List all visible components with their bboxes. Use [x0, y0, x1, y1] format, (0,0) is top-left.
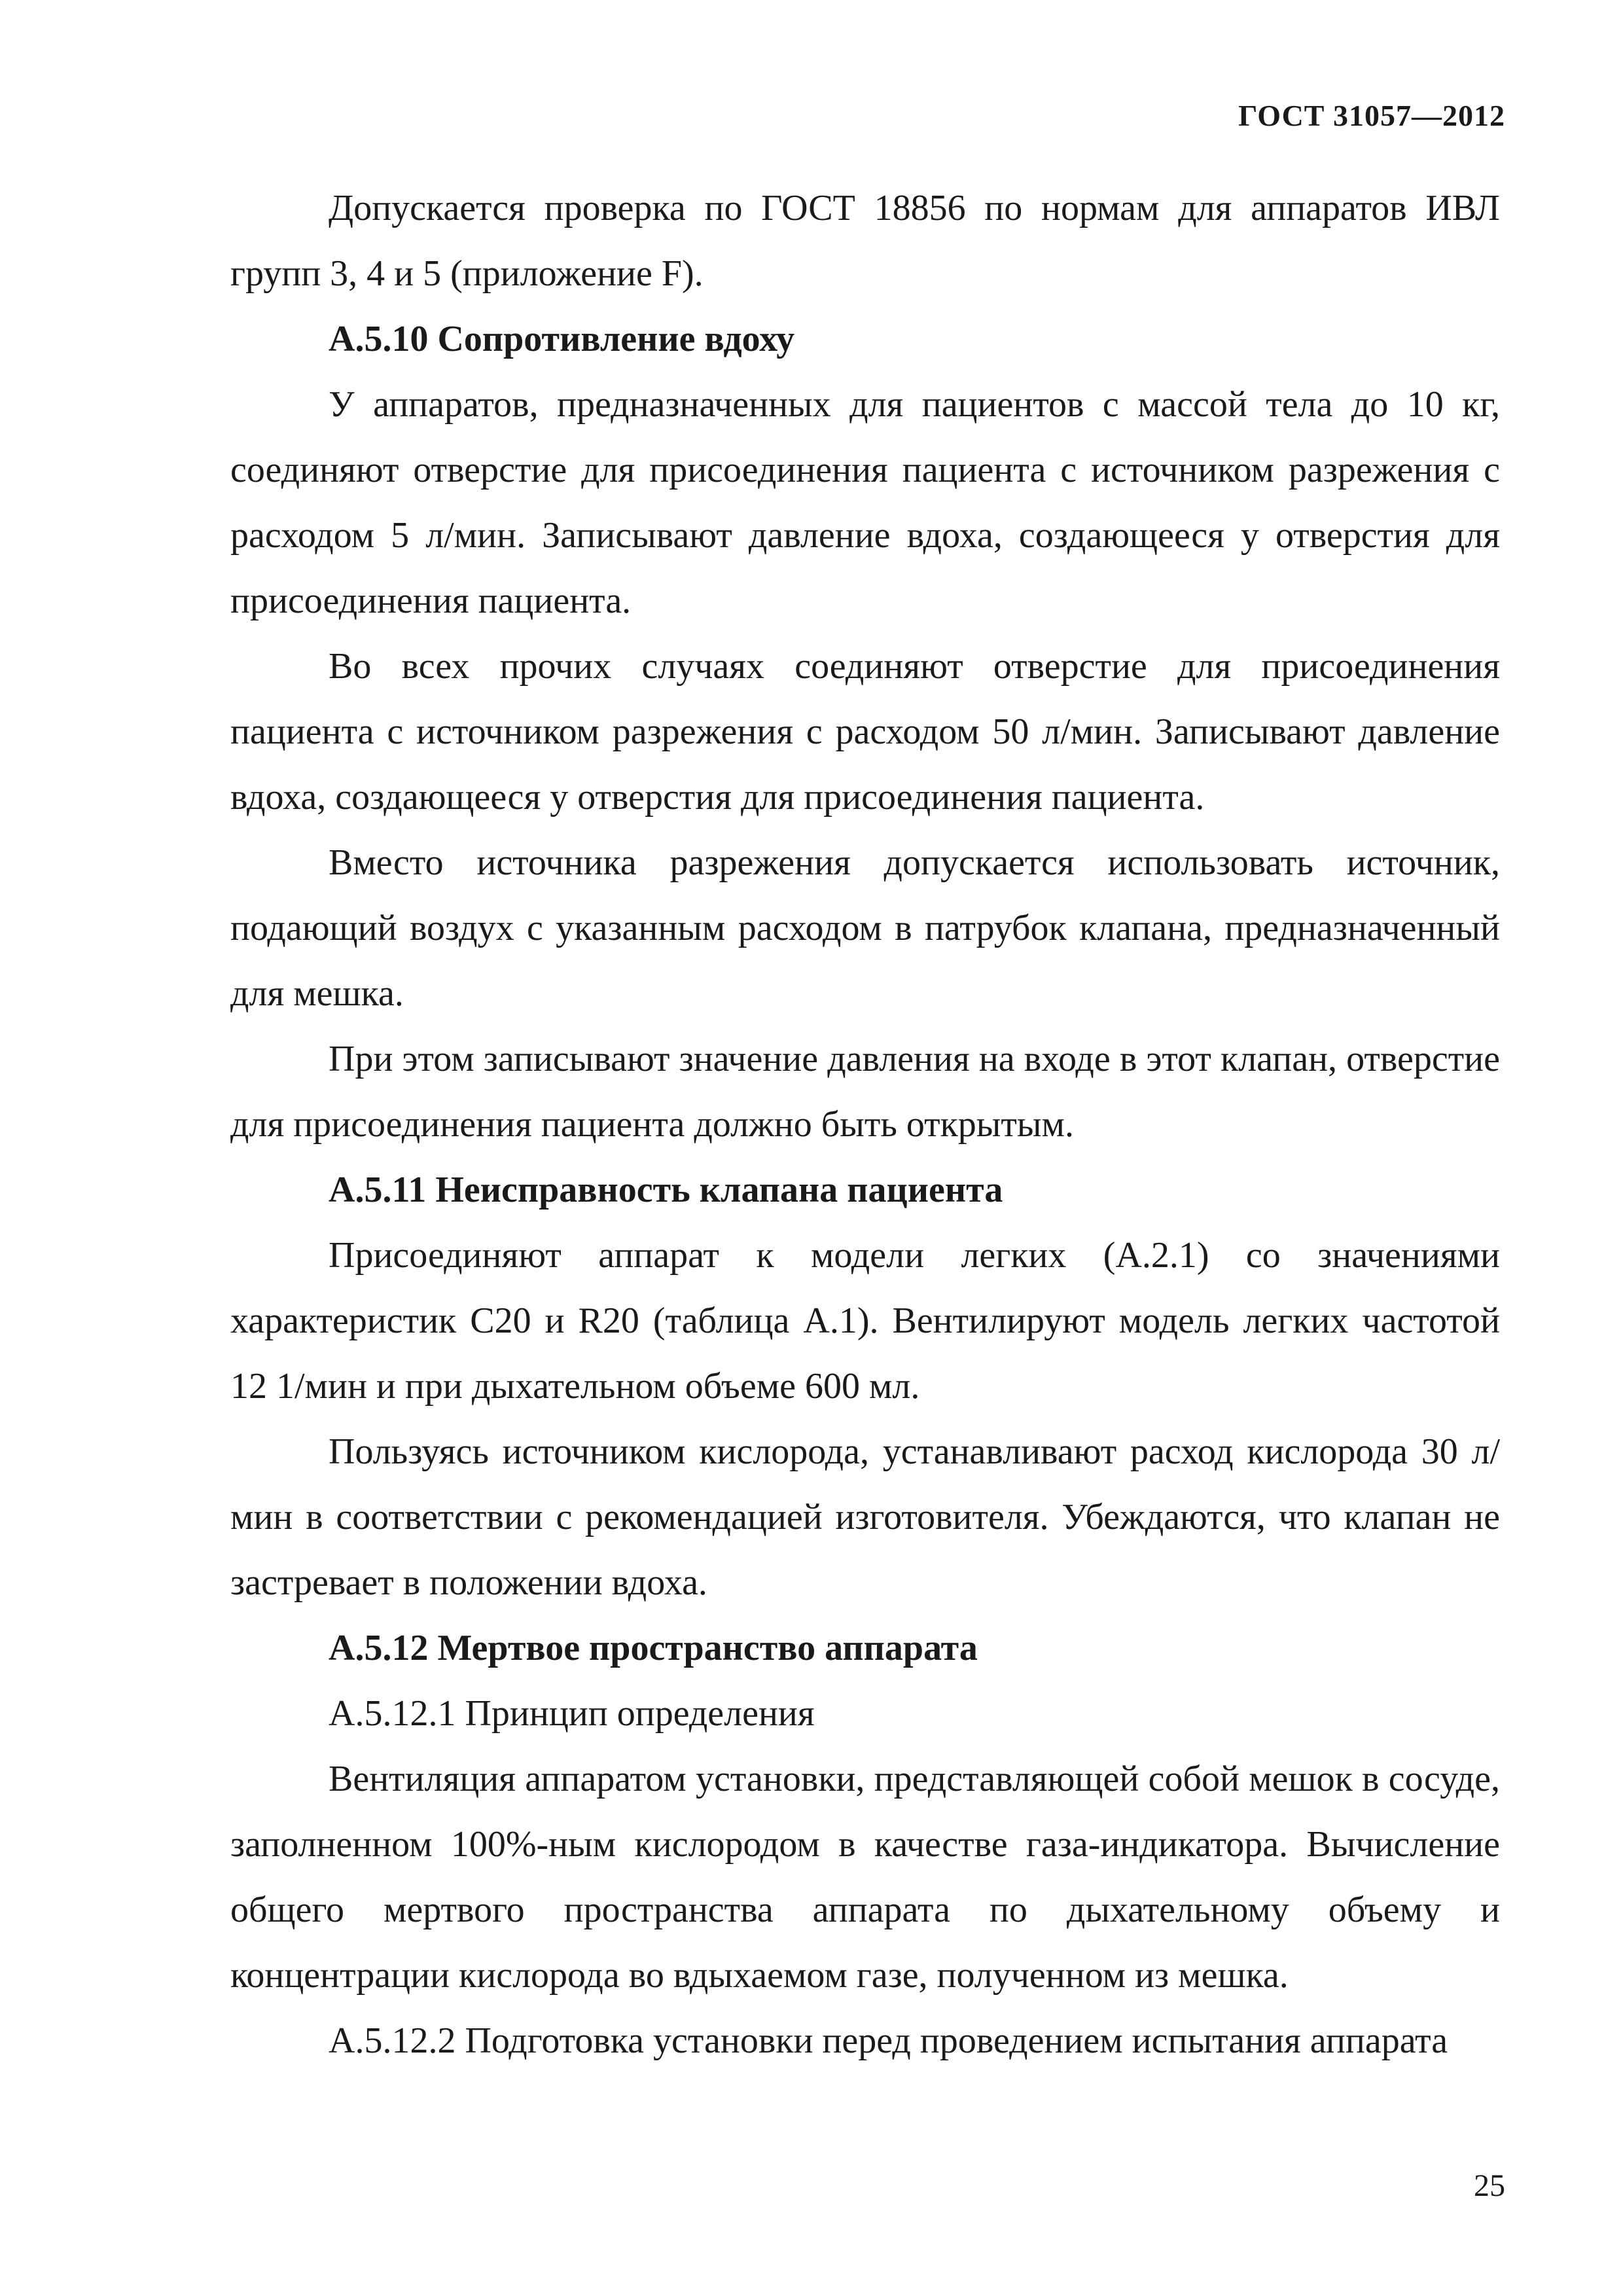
subsection-a-5-12-2: А.5.12.2 Подготовка установки перед проведением испытания аппарата: [329, 2020, 1448, 2061]
paragraph-small-patients: У аппаратов, предназначенных для пациентов с массой тела до 10 кг, соединяют отверстие для присоединения пациента с источником разрежения с расходом 5 л/мин. Записывают давление вдоха, создающееся у отверстия для присоединения пациента.: [230, 384, 1500, 621]
page-number: 25: [1474, 2168, 1505, 2203]
body-text: [230, 175, 1500, 2073]
paragraph-determination-principle: Вентиляция аппаратом установки, представляющей собой мешок в сосуде, заполненном 100%-ным кислородом в качестве газа-индикатора. Вычисление общего мертвого пространства аппарата по дыхательному объему и концентрации кислорода во вдыхаемом газе, полученном из мешка.: [230, 1759, 1500, 1996]
section-heading-a-5-10: А.5.10 Сопротивление вдоху: [329, 319, 795, 359]
paragraph-air-source-alternative: Вместо источника разрежения допускается использовать источник, подающий воздух с указанным расходом в патрубок клапана, предназначенный для мешка.: [230, 842, 1500, 1014]
paragraph-other-cases: Во всех прочих случаях соединяют отверстие для присоединения пациента с источником разрежения с расходом 50 л/мин. Записывают давление вдоха, создающееся у отверстия для присоединения пациента.: [230, 646, 1500, 817]
paragraph-oxygen-flow: Пользуясь источником кислорода, устанавливают расход кислорода 30 л/мин в соответствии с рекомендацией изготовителя. Убеждаются, что клапан не застревает в положении вдоха.: [230, 1431, 1500, 1603]
section-heading-a-5-12: А.5.12 Мертвое пространство аппарата: [329, 1628, 978, 1668]
paragraph-lung-model: Присоединяют аппарат к модели легких (А.2.1) со значениями характеристик C20 и R20 (таблица А.1). Вентилируют модель легких частотой 12 1/мин и при дыхательном объеме 600 мл.: [230, 1235, 1500, 1407]
paragraph-verification-note: Допускается проверка по ГОСТ 18856 по нормам для аппаратов ИВЛ групп 3, 4 и 5 (приложение F).: [230, 188, 1500, 294]
standard-header: ГОСТ 31057—2012: [1238, 99, 1505, 132]
paragraph-record-pressure: При этом записывают значение давления на входе в этот клапан, отверстие для присоединения пациента должно быть открытым.: [230, 1039, 1500, 1145]
section-heading-a-5-11: А.5.11 Неисправность клапана пациента: [329, 1170, 1003, 1210]
subsection-a-5-12-1: А.5.12.1 Принцип определения: [329, 1693, 815, 1734]
